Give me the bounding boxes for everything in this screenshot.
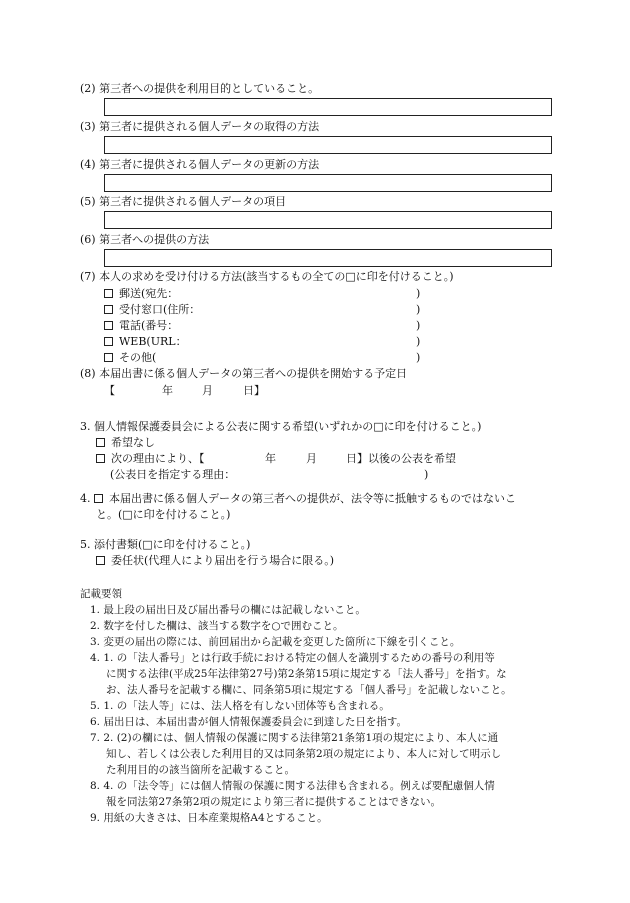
section-4-line-2: と。(□に印を付けること。) (96, 508, 231, 521)
checkbox[interactable] (104, 321, 113, 330)
item-3-field[interactable] (104, 136, 552, 154)
option-mail[interactable]: 郵送(宛先： (104, 287, 178, 301)
item-3-label: (3) 第三者に提供される個人データの取得の方法 (80, 120, 320, 133)
checkbox[interactable] (104, 353, 113, 362)
publish-reason-label: (公表日を指定する理由： (110, 468, 236, 481)
publish-year: 年 (265, 452, 276, 465)
note-line: 7. 2. (2)の欄には、個人情報の保護に関する法律第21条第1項の規定により、本人に通 (90, 732, 499, 744)
note-line: 知し、若しくは公表した利用目的又は同条第2項の規定により、本人に対して明示し (106, 748, 502, 760)
start-date-open: 【 (104, 384, 115, 397)
note-line: 5. 1. の「法人等」には、法人格を有しない団体等も含まれる。 (90, 700, 390, 712)
note-line: 6. 届出日は、本届出書が個人情報保護委員会に到達した日を指す。 (90, 716, 408, 728)
item-5-field[interactable] (104, 211, 552, 229)
item-2-label: (2) 第三者への提供を利用目的としていること。 (80, 82, 320, 95)
checkbox[interactable] (94, 494, 103, 503)
checkbox[interactable] (104, 289, 113, 298)
option-web-close: ) (416, 335, 421, 348)
publish-reason-close: ) (424, 468, 429, 481)
option-counter[interactable]: 受付窓口(住所： (104, 303, 200, 317)
note-line: 1. 最上段の届出日及び届出番号の欄には記載しないこと。 (90, 604, 366, 616)
note-line: 4. 1. の「法人番号」とは行政手続における特定の個人を識別するための番号の利用等 (90, 652, 495, 664)
option-other-close: ) (416, 351, 421, 364)
option-mail-close: ) (416, 287, 421, 300)
option-counter-close: ) (416, 303, 421, 316)
note-line: 9. 用紙の大きさは、日本産業規格A4とすること。 (90, 812, 328, 824)
option-web[interactable]: WEB(URL： (104, 335, 187, 349)
checkbox[interactable] (96, 454, 105, 463)
item-6-label: (6) 第三者への提供の方法 (80, 233, 210, 246)
item-6-field[interactable] (104, 249, 552, 267)
start-date-year: 年 (162, 384, 173, 397)
start-date-day: 日】 (243, 384, 265, 397)
publish-day-text: 日】以後の公表を希望 (346, 452, 456, 465)
note-line: 3. 変更の届出の際には、前回届出から記載を変更した箇所に下線を引くこと。 (90, 636, 461, 648)
option-phone-close: ) (416, 319, 421, 332)
item-5-label: (5) 第三者に提供される個人データの項目 (80, 195, 287, 208)
note-line: 2. 数字を付した欄は、該当する数字を○で囲むこと。 (90, 620, 344, 632)
start-date-month: 月 (202, 384, 213, 397)
note-line: 8. 4. の「法令等」には個人情報の保護に関する法律も含まれる。例えば要配慮個人情 (90, 780, 495, 792)
section-5-title: 5. 添付書類(□に印を付けること。) (80, 538, 251, 551)
checkbox[interactable] (104, 305, 113, 314)
section-4-line-1: 4. 本届出書に係る個人データの第三者への提供が、法令等に抵触するものではないこ (80, 492, 516, 505)
item-4-label: (4) 第三者に提供される個人データの更新の方法 (80, 158, 320, 171)
note-line: に関する法律(平成25年法律第27号)第2条第15項に規定する「法人番号」を指す。な (106, 668, 507, 680)
publish-date-option[interactable]: 次の理由により、【 (96, 452, 205, 466)
item-8-label: (8) 本届出書に係る個人データの第三者への提供を開始する予定日 (80, 367, 408, 380)
option-phone[interactable]: 電話(番号： (104, 319, 178, 333)
checkbox[interactable] (96, 438, 105, 447)
item-7-label: (7) 本人の求めを受け付ける方法(該当するもの全ての□に印を付けること。) (80, 270, 454, 283)
option-other[interactable]: その他( (104, 351, 156, 365)
section-3-title: 3. 個人情報保護委員会による公表に関する希望(いずれかの□に印を付けること。) (80, 420, 482, 433)
note-line: 報を同法第27条第2項の規定により第三者に提供することはできない。 (106, 796, 442, 808)
item-2-field[interactable] (104, 98, 552, 116)
notes-title: 記載要領 (80, 588, 122, 600)
item-4-field[interactable] (104, 174, 552, 192)
power-of-attorney-option[interactable]: 委任状(代理人により届出を行う場合に限る。) (96, 554, 334, 568)
checkbox[interactable] (104, 337, 113, 346)
note-line: お、法人番号を記載する欄に、同条第5項に規定する「個人番号」を記載しないこと。 (106, 684, 512, 696)
publish-month: 月 (306, 452, 317, 465)
checkbox[interactable] (96, 556, 105, 565)
note-line: た利用目的の該当箇所を記載すること。 (106, 764, 295, 776)
publish-none-option[interactable]: 希望なし (96, 436, 155, 450)
